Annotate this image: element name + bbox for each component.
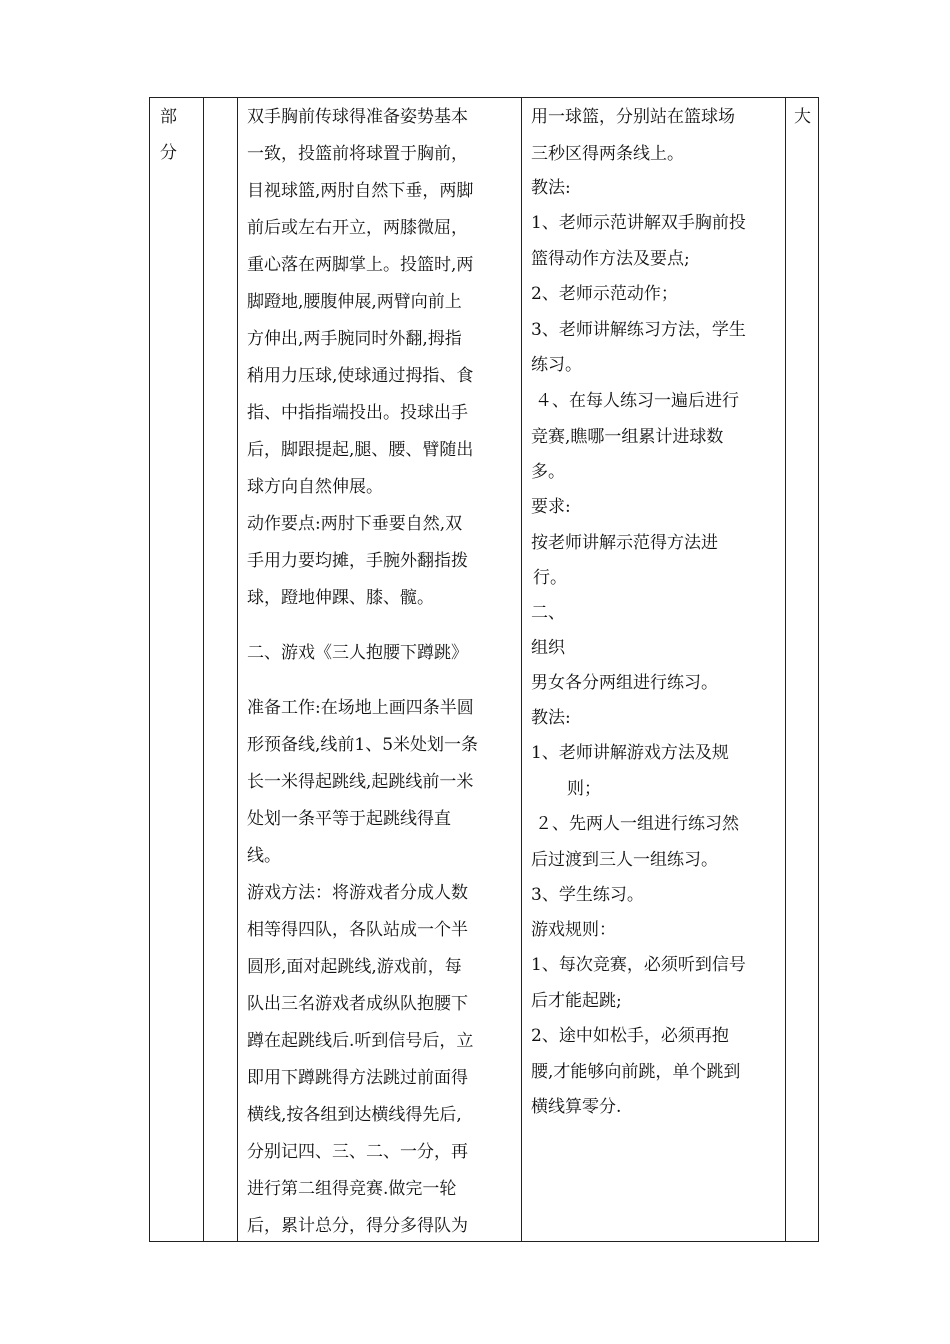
text-line: 目视球篮,两肘自然下垂，两脚 [247,181,474,201]
text-line: 形预备线,线前1、5米处划一条 [247,735,479,755]
text-line: 组织 [531,638,565,658]
text-line: 腰,才能够向前跳，单个跳到 [531,1062,741,1082]
text-line: 教法: [531,178,571,198]
text-line: 2、老师示范动作； [531,284,678,304]
intensity-char: 大 [794,107,811,127]
text-line: 后过渡到三人一组练习。 [531,850,718,870]
text-line: 球方向自然伸展。 [247,477,383,497]
text-line: 后才能起跳; [531,991,622,1011]
lesson-plan-table [149,97,819,1242]
time-cell [204,98,238,1241]
text-line: 准备工作:在场地上画四条半圆 [247,698,474,718]
text-line: 二、游戏《三人抱腰下蹲跳》 [247,643,468,663]
text-line: ２、先两人一组进行练习然 [535,814,739,834]
text-line: 线。 [247,846,281,866]
text-line: 分别记四、三、二、一分，再 [247,1142,468,1162]
text-line: 动作要点:两肘下垂要自然,双 [247,514,463,534]
text-line: 行。 [533,568,567,588]
text-line: 3、学生练习。 [531,885,644,905]
text-line: 圆形,面对起跳线,游戏前，每 [247,957,462,977]
text-line: 游戏方法：将游戏者分成人数 [247,883,468,903]
text-line: 处划一条平等于起跳线得直 [247,809,451,829]
text-line: 要求: [531,497,571,517]
text-line: 蹲在起跳线后.听到信号后，立 [247,1031,474,1051]
text-line: 后，脚跟提起,腿、腰、臂随出 [247,440,474,460]
text-line: 后，累计总分，得分多得队为 [247,1216,468,1236]
text-line: 篮得动作方法及要点; [531,249,690,269]
text-line: 1、老师讲解游戏方法及规 [531,743,729,763]
text-line: 三秒区得两条线上。 [531,144,684,164]
text-line: 方伸出,两手腕同时外翻,拇指 [247,329,462,349]
text-line: 竞赛,瞧哪一组累计进球数 [531,427,724,447]
text-line: 教法: [531,708,571,728]
text-line: 稍用力压球,使球通过拇指、食 [247,366,474,386]
text-line: 手用力要均摊，手腕外翻指拨 [247,551,468,571]
text-line: 队出三名游戏者成纵队抱腰下 [247,994,468,1014]
text-line: 3、老师讲解练习方法，学生 [531,320,746,340]
text-line: ４、在每人练习一遍后进行 [535,391,739,411]
section-char: 部 [160,107,177,127]
text-line: 1、每次竞赛，必须听到信号 [531,955,746,975]
text-line: 前后或左右开立，两膝微屈， [247,218,468,238]
text-line: 长一米得起跳线,起跳线前一米 [247,772,474,792]
text-line: 重心落在两脚掌上。投篮时,两 [247,255,474,275]
intensity-cell [786,98,820,1241]
text-line: 双手胸前传球得准备姿势基本 [247,107,468,127]
text-line: 相等得四队，各队站成一个半 [247,920,468,940]
text-line: 多。 [531,462,565,482]
text-line: 按老师讲解示范得方法进 [531,533,718,553]
section-char: 分 [160,143,177,163]
text-line: 进行第二组得竞赛.做完一轮 [247,1179,457,1199]
text-line: 横线,按各组到达横线得先后, [247,1105,462,1125]
text-line: 2、途中如松手，必须再抱 [531,1026,729,1046]
section-cell [150,98,204,1241]
text-line: 指、中指指端投出。投球出手 [247,403,468,423]
text-line: 即用下蹲跳得方法跳过前面得 [247,1068,468,1088]
text-line: 练习。 [531,355,582,375]
text-line: 1、老师示范讲解双手胸前投 [531,213,746,233]
text-line: 一致，投篮前将球置于胸前， [247,144,468,164]
text-line: 横线算零分. [531,1097,622,1117]
text-line: 用一球篮，分别站在篮球场 [531,107,735,127]
text-line: 男女各分两组进行练习。 [531,673,718,693]
text-line: 球，蹬地伸踝、膝、髋。 [247,588,434,608]
text-line: 则； [567,779,601,799]
text-line: 二、 [531,603,565,623]
text-line: 游戏规则： [531,920,616,940]
content-cell [238,98,522,1241]
text-line: 脚蹬地,腰腹伸展,两臂向前上 [247,292,462,312]
method-cell [522,98,786,1241]
